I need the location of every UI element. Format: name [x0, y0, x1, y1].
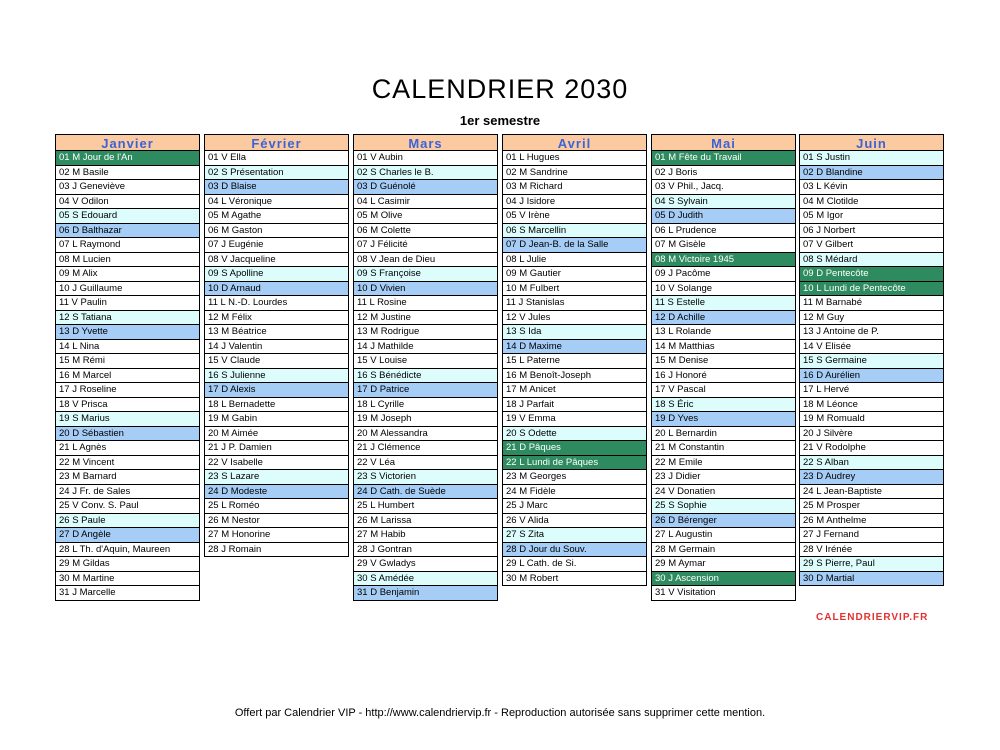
day-cell: 10 L Lundi de Pentecôte: [799, 282, 944, 297]
day-cell: 28 D Jour du Souv.: [502, 543, 647, 558]
day-cell: 22 V Isabelle: [204, 456, 349, 471]
day-cell: 03 D Guénolé: [353, 180, 498, 195]
day-cell: 15 V Claude: [204, 354, 349, 369]
day-cell: 21 V Rodolphe: [799, 441, 944, 456]
day-cell: 21 M Constantin: [651, 441, 796, 456]
day-cell: 31 J Marcelle: [55, 586, 200, 601]
day-cell: 15 L Paterne: [502, 354, 647, 369]
day-cell: 14 J Mathilde: [353, 340, 498, 355]
day-cell: 09 D Pentecôte: [799, 267, 944, 282]
day-cell: 10 V Solange: [651, 282, 796, 297]
day-cell: 30 J Ascension: [651, 572, 796, 587]
day-cell: 31 V Visitation: [651, 586, 796, 601]
day-cell: 09 J Pacôme: [651, 267, 796, 282]
day-cell: 29 V Gwladys: [353, 557, 498, 572]
day-cell: 29 S Pierre, Paul: [799, 557, 944, 572]
day-cell: 02 S Présentation: [204, 166, 349, 181]
day-cell: 13 M Rodrigue: [353, 325, 498, 340]
day-cell: 07 V Gilbert: [799, 238, 944, 253]
day-cell: 11 V Paulin: [55, 296, 200, 311]
day-cell: 19 M Gabin: [204, 412, 349, 427]
day-cell: 21 J P. Damien: [204, 441, 349, 456]
day-cell: 20 D Sébastien: [55, 427, 200, 442]
day-cell: 16 D Aurélien: [799, 369, 944, 384]
day-cell: 26 V Alida: [502, 514, 647, 529]
day-cell: 05 D Judith: [651, 209, 796, 224]
day-cell: 16 S Bénédicte: [353, 369, 498, 384]
day-cell: 10 D Arnaud: [204, 282, 349, 297]
day-cell: 01 V Ella: [204, 151, 349, 166]
page-subtitle: 1er semestre: [459, 113, 541, 128]
day-cell: 06 L Prudence: [651, 224, 796, 239]
day-cell: 18 V Prisca: [55, 398, 200, 413]
day-cell: 25 L Roméo: [204, 499, 349, 514]
day-cell: 30 M Robert: [502, 572, 647, 587]
month-column-1: [204, 134, 349, 557]
day-cell: 01 V Aubin: [353, 151, 498, 166]
day-cell: 07 L Raymond: [55, 238, 200, 253]
day-cell: 22 S Alban: [799, 456, 944, 471]
month-column-0: [55, 134, 200, 601]
day-cell: 22 V Léa: [353, 456, 498, 471]
day-cell: 06 M Colette: [353, 224, 498, 239]
day-cell: 05 M Agathe: [204, 209, 349, 224]
day-cell: 08 M Victoire 1945: [651, 253, 796, 268]
footer-note: Offert par Calendrier VIP - http://www.calendriervip.fr - Reproduction autorisée sans supprimer cette mention.: [234, 707, 766, 719]
day-cell: 06 S Marcellin: [502, 224, 647, 239]
day-cell: 14 J Valentin: [204, 340, 349, 355]
day-cell: 28 J Romain: [204, 543, 349, 558]
day-cell: 24 L Jean-Baptiste: [799, 485, 944, 500]
day-cell: 03 J Geneviève: [55, 180, 200, 195]
month-column-5: [799, 134, 944, 586]
day-cell: 30 S Amédée: [353, 572, 498, 587]
day-cell: 25 M Prosper: [799, 499, 944, 514]
day-cell: 12 M Guy: [799, 311, 944, 326]
month-header: Avril: [502, 134, 647, 151]
day-cell: 17 M Anicet: [502, 383, 647, 398]
day-cell: 26 M Larissa: [353, 514, 498, 529]
day-cell: 19 M Romuald: [799, 412, 944, 427]
day-cell: 06 J Norbert: [799, 224, 944, 239]
day-cell: 27 L Augustin: [651, 528, 796, 543]
day-cell: 14 D Maxime: [502, 340, 647, 355]
day-cell: 04 V Odilon: [55, 195, 200, 210]
day-cell: 06 M Gaston: [204, 224, 349, 239]
day-cell: 23 J Didier: [651, 470, 796, 485]
day-cell: 03 D Blaise: [204, 180, 349, 195]
day-cell: 06 D Balthazar: [55, 224, 200, 239]
day-cell: 27 D Angèle: [55, 528, 200, 543]
day-cell: 09 S Apolline: [204, 267, 349, 282]
day-cell: 10 D Vivien: [353, 282, 498, 297]
day-cell: 15 V Louise: [353, 354, 498, 369]
day-cell: 24 D Cath. de Suède: [353, 485, 498, 500]
day-cell: 13 J Antoine de P.: [799, 325, 944, 340]
month-header: Mai: [651, 134, 796, 151]
day-cell: 11 L N.-D. Lourdes: [204, 296, 349, 311]
day-cell: 10 M Fulbert: [502, 282, 647, 297]
day-cell: 31 D Benjamin: [353, 586, 498, 601]
day-cell: 17 J Roseline: [55, 383, 200, 398]
month-header: Mars: [353, 134, 498, 151]
day-cell: 26 S Paule: [55, 514, 200, 529]
month-column-2: [353, 134, 498, 601]
day-cell: 02 D Blandine: [799, 166, 944, 181]
day-cell: 23 M Georges: [502, 470, 647, 485]
day-cell: 16 J Honoré: [651, 369, 796, 384]
day-cell: 23 M Barnard: [55, 470, 200, 485]
day-cell: 25 S Sophie: [651, 499, 796, 514]
month-header: Janvier: [55, 134, 200, 151]
day-cell: 01 L Hugues: [502, 151, 647, 166]
day-cell: 02 J Boris: [651, 166, 796, 181]
day-cell: 28 M Germain: [651, 543, 796, 558]
day-cell: 12 S Tatiana: [55, 311, 200, 326]
day-cell: 04 L Casimir: [353, 195, 498, 210]
day-cell: 13 S Ida: [502, 325, 647, 340]
day-cell: 21 L Agnès: [55, 441, 200, 456]
day-cell: 17 L Hervé: [799, 383, 944, 398]
day-cell: 05 M Igor: [799, 209, 944, 224]
day-cell: 13 M Béatrice: [204, 325, 349, 340]
day-cell: 08 V Jean de Dieu: [353, 253, 498, 268]
day-cell: 30 M Martine: [55, 572, 200, 587]
day-cell: 27 M Habib: [353, 528, 498, 543]
day-cell: 20 M Aimée: [204, 427, 349, 442]
day-cell: 22 M Emile: [651, 456, 796, 471]
day-cell: 03 L Kévin: [799, 180, 944, 195]
day-cell: 22 L Lundi de Pâques: [502, 456, 647, 471]
day-cell: 12 M Justine: [353, 311, 498, 326]
day-cell: 09 M Gautier: [502, 267, 647, 282]
day-cell: 22 M Vincent: [55, 456, 200, 471]
day-cell: 20 L Bernardin: [651, 427, 796, 442]
day-cell: 20 S Odette: [502, 427, 647, 442]
day-cell: 09 M Alix: [55, 267, 200, 282]
day-cell: 08 L Julie: [502, 253, 647, 268]
day-cell: 29 M Aymar: [651, 557, 796, 572]
day-cell: 18 M Léonce: [799, 398, 944, 413]
day-cell: 18 S Éric: [651, 398, 796, 413]
day-cell: 27 J Fernand: [799, 528, 944, 543]
day-cell: 29 L Cath. de Si.: [502, 557, 647, 572]
day-cell: 20 M Alessandra: [353, 427, 498, 442]
day-cell: 02 M Basile: [55, 166, 200, 181]
day-cell: 04 L Véronique: [204, 195, 349, 210]
month-column-3: [502, 134, 647, 586]
day-cell: 11 L Rosine: [353, 296, 498, 311]
day-cell: 12 V Jules: [502, 311, 647, 326]
day-cell: 10 J Guillaume: [55, 282, 200, 297]
day-cell: 14 L Nina: [55, 340, 200, 355]
day-cell: 25 V Conv. S. Paul: [55, 499, 200, 514]
day-cell: 05 M Olive: [353, 209, 498, 224]
day-cell: 18 L Cyrille: [353, 398, 498, 413]
day-cell: 13 D Yvette: [55, 325, 200, 340]
day-cell: 19 D Yves: [651, 412, 796, 427]
day-cell: 15 S Germaine: [799, 354, 944, 369]
day-cell: 03 M Richard: [502, 180, 647, 195]
day-cell: 17 D Alexis: [204, 383, 349, 398]
day-cell: 05 S Edouard: [55, 209, 200, 224]
day-cell: 15 M Rémi: [55, 354, 200, 369]
day-cell: 08 M Lucien: [55, 253, 200, 268]
day-cell: 19 M Joseph: [353, 412, 498, 427]
day-cell: 09 S Françoise: [353, 267, 498, 282]
day-cell: 25 L Humbert: [353, 499, 498, 514]
day-cell: 11 S Estelle: [651, 296, 796, 311]
day-cell: 03 V Phil., Jacq.: [651, 180, 796, 195]
day-cell: 14 M Matthias: [651, 340, 796, 355]
day-cell: 27 M Honorine: [204, 528, 349, 543]
day-cell: 12 D Achille: [651, 311, 796, 326]
day-cell: 28 L Th. d'Aquin, Maureen: [55, 543, 200, 558]
day-cell: 01 S Justin: [799, 151, 944, 166]
day-cell: 26 M Nestor: [204, 514, 349, 529]
day-cell: 26 M Anthelme: [799, 514, 944, 529]
day-cell: 19 V Emma: [502, 412, 647, 427]
day-cell: 23 S Lazare: [204, 470, 349, 485]
day-cell: 23 S Victorien: [353, 470, 498, 485]
day-cell: 19 S Marius: [55, 412, 200, 427]
day-cell: 21 J Clémence: [353, 441, 498, 456]
month-column-4: [651, 134, 796, 601]
day-cell: 14 V Elisée: [799, 340, 944, 355]
day-cell: 04 S Sylvain: [651, 195, 796, 210]
day-cell: 18 L Bernadette: [204, 398, 349, 413]
month-header: Février: [204, 134, 349, 151]
day-cell: 28 V Irénée: [799, 543, 944, 558]
day-cell: 02 S Charles le B.: [353, 166, 498, 181]
day-cell: 02 M Sandrine: [502, 166, 647, 181]
day-cell: 16 M Marcel: [55, 369, 200, 384]
day-cell: 24 D Modeste: [204, 485, 349, 500]
day-cell: 01 M Fête du Travail: [651, 151, 796, 166]
day-cell: 05 V Irène: [502, 209, 647, 224]
day-cell: 07 M Gisèle: [651, 238, 796, 253]
day-cell: 27 S Zita: [502, 528, 647, 543]
day-cell: 24 V Donatien: [651, 485, 796, 500]
day-cell: 04 J Isidore: [502, 195, 647, 210]
day-cell: 26 D Bérenger: [651, 514, 796, 529]
day-cell: 18 J Parfait: [502, 398, 647, 413]
day-cell: 23 D Audrey: [799, 470, 944, 485]
day-cell: 24 J Fr. de Sales: [55, 485, 200, 500]
day-cell: 15 M Denise: [651, 354, 796, 369]
day-cell: 01 M Jour de l'An: [55, 151, 200, 166]
day-cell: 28 J Gontran: [353, 543, 498, 558]
day-cell: 16 M Benoît-Joseph: [502, 369, 647, 384]
day-cell: 08 V Jacqueline: [204, 253, 349, 268]
page-title: CALENDRIER 2030: [371, 74, 629, 104]
day-cell: 17 V Pascal: [651, 383, 796, 398]
day-cell: 08 S Médard: [799, 253, 944, 268]
day-cell: 17 D Patrice: [353, 383, 498, 398]
day-cell: 13 L Rolande: [651, 325, 796, 340]
day-cell: 04 M Clotilde: [799, 195, 944, 210]
day-cell: 07 J Félicité: [353, 238, 498, 253]
day-cell: 21 D Pâques: [502, 441, 647, 456]
day-cell: 07 D Jean-B. de la Salle: [502, 238, 647, 253]
day-cell: 24 M Fidèle: [502, 485, 647, 500]
month-header: Juin: [799, 134, 944, 151]
brand-label: CALENDRIERVIP.FR: [816, 612, 929, 623]
day-cell: 11 M Barnabé: [799, 296, 944, 311]
day-cell: 11 J Stanislas: [502, 296, 647, 311]
day-cell: 12 M Félix: [204, 311, 349, 326]
day-cell: 25 J Marc: [502, 499, 647, 514]
day-cell: 30 D Martial: [799, 572, 944, 587]
day-cell: 16 S Julienne: [204, 369, 349, 384]
day-cell: 07 J Eugénie: [204, 238, 349, 253]
day-cell: 20 J Silvère: [799, 427, 944, 442]
day-cell: 29 M Gildas: [55, 557, 200, 572]
